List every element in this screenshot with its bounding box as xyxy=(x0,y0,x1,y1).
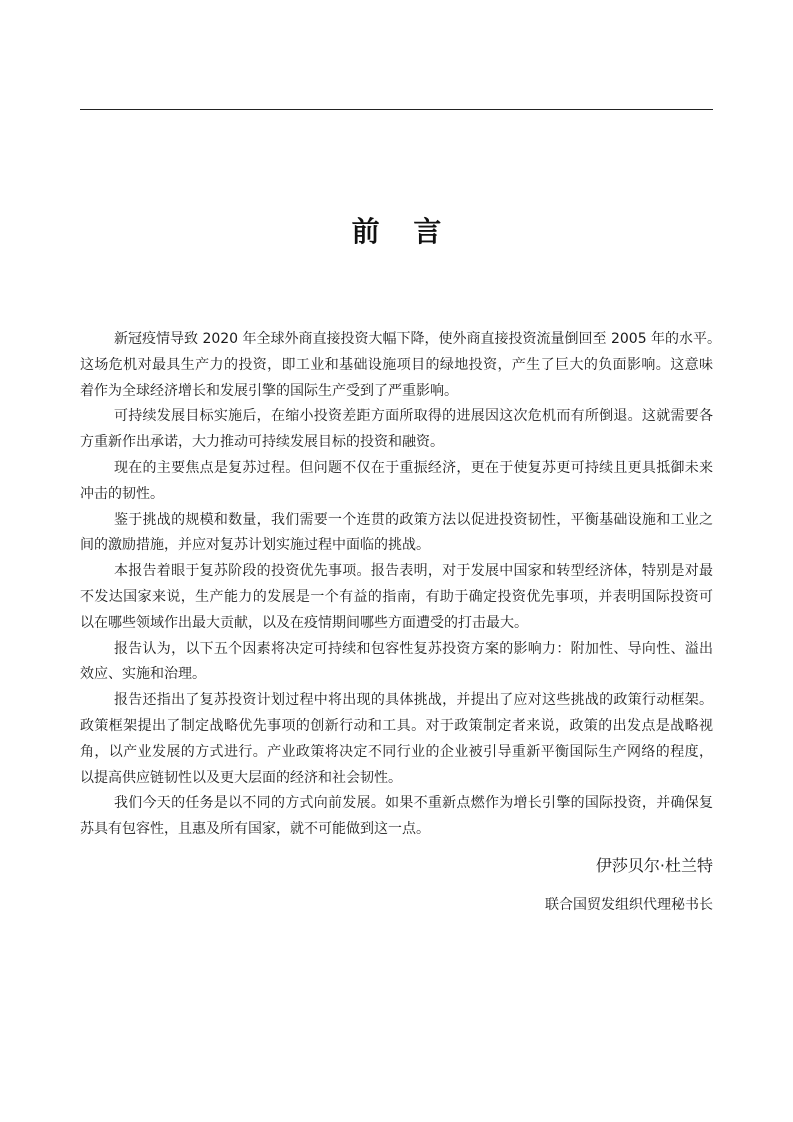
paragraph-line: 我们今天的任务是以不同的方式向前发展。如果不重新点燃作为增长引擎的国际投资，并确保复 xyxy=(114,795,713,812)
paragraph-line: 以提高供应链韧性以及更大层面的经济和社会韧性。 xyxy=(80,769,402,786)
paragraph-line: 角，以产业发展的方式进行。产业政策将决定不同行业的企业被引导重新平衡国际生产网络的程度， xyxy=(80,743,713,760)
paragraph-line: 报告还指出了复苏投资计划过程中将出现的具体挑战，并提出了应对这些挑战的政策行动框架。 xyxy=(114,692,713,709)
paragraph-5 xyxy=(80,559,713,636)
paragraph-2 xyxy=(80,404,713,456)
paragraph-4 xyxy=(80,508,713,560)
paragraph-line: 效应、实施和治理。 xyxy=(80,666,206,683)
paragraph-3 xyxy=(80,456,713,508)
paragraph-line: 以在哪些领域作出最大贡献，以及在疫情期间哪些方面遭受的打击最大。 xyxy=(80,614,528,631)
paragraph-line: 这场危机对最具生产力的投资，即工业和基础设施项目的绿地投资，产生了巨大的负面影响。这意味 xyxy=(80,356,713,373)
paragraph-1 xyxy=(80,327,722,404)
paragraph-line: 冲击的韧性。 xyxy=(80,485,164,502)
paragraph-line: 报告认为，以下五个因素将决定可持续和包容性复苏投资方案的影响力：附加性、导向性、溢出 xyxy=(114,640,713,657)
paragraph-line: 不发达国家来说，生产能力的发展是一个有益的指南，有助于确定投资优先事项，并表明国际投资可 xyxy=(80,588,713,605)
signature-name: 伊莎贝尔·杜兰特 xyxy=(595,856,713,875)
paragraph-line: 政策框架提出了制定战略优先事项的创新行动和工具。对于政策制定者来说，政策的出发点是战略视 xyxy=(80,717,713,734)
signature-position: 联合国贸发组织代理秘书长 xyxy=(545,897,713,913)
paragraph-6 xyxy=(80,637,713,689)
paragraph-line: 鉴于挑战的规模和数量，我们需要一个连贯的政策方法以促进投资韧性，平衡基础设施和工业之 xyxy=(114,511,713,528)
preface-body xyxy=(80,327,722,843)
paragraph-line: 苏具有包容性，且惠及所有国家，就不可能做到这一点。 xyxy=(80,821,430,838)
header-rule xyxy=(80,109,713,110)
paragraph-line: 方重新作出承诺，大力推动可持续发展目标的投资和融资。 xyxy=(80,434,444,451)
page-title: 前 言 xyxy=(351,215,454,248)
paragraph-line: 新冠疫情导致 2020 年全球外商直接投资大幅下降，使外商直接投资流量倒回至 2005 年的水平。 xyxy=(114,331,722,347)
paragraph-line: 现在的主要焦点是复苏过程。但问题不仅在于重振经济，更在于使复苏更可持续且更具抵御未来 xyxy=(114,459,713,476)
paragraph-line: 着作为全球经济增长和发展引擎的国际生产受到了严重影响。 xyxy=(80,382,458,399)
paragraph-line: 本报告着眼于复苏阶段的投资优先事项。报告表明，对于发展中国家和转型经济体，特别是对最 xyxy=(114,563,713,580)
paragraph-line: 间的激励措施，并应对复苏计划实施过程中面临的挑战。 xyxy=(80,537,430,554)
paragraph-7 xyxy=(80,688,713,791)
paragraph-line: 可持续发展目标实施后，在缩小投资差距方面所取得的进展因这次危机而有所倒退。这就需要各 xyxy=(114,408,713,425)
paragraph-8 xyxy=(80,791,713,843)
